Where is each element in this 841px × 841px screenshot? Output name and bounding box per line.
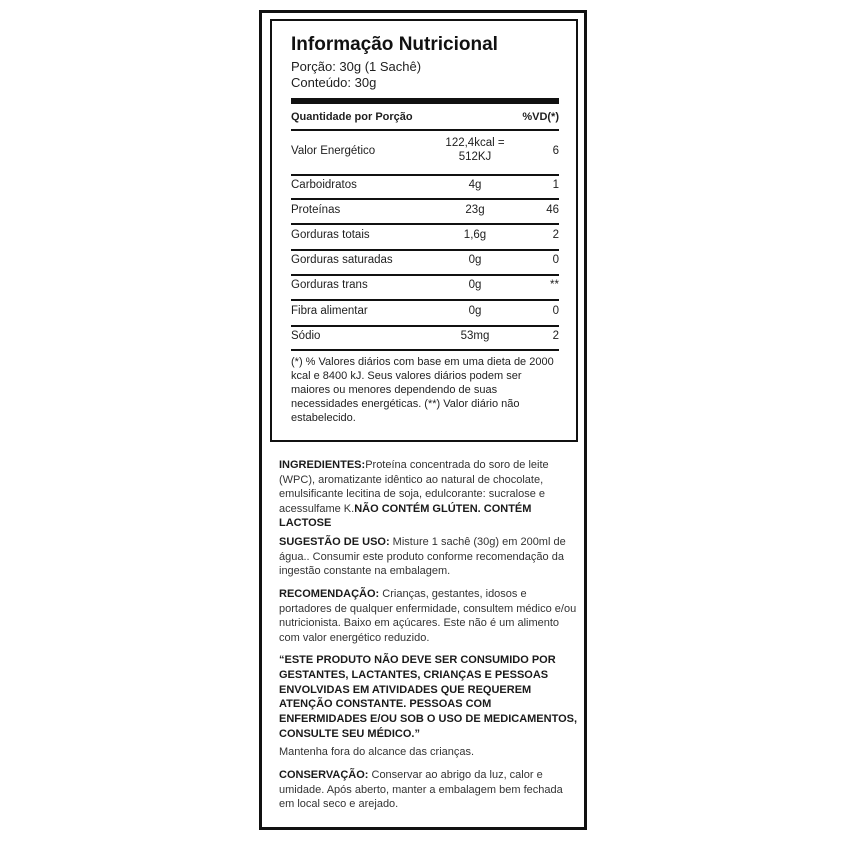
footnote: (*) % Valores diários com base em uma dieta de 2000 kcal e 8400 kJ. Seus valores diários podem ser maiores ou menores dependendo de suas necessidades energéticas. (**) Valor diário não estabelecido.: [291, 356, 554, 424]
nutrient-vd: 0: [552, 254, 559, 266]
conservation-heading: CONSERVAÇÃO:: [279, 769, 369, 781]
nutrient-name: Valor Energético: [291, 145, 376, 157]
table-row: [291, 133, 559, 173]
table-row: [291, 279, 559, 301]
row-divider: [291, 198, 559, 200]
usage-text: Misture 1 sachê (30g) em 200ml de água.. Consumir este produto conforme recomendação da ingestão constante na embalagem.: [279, 536, 566, 577]
nutrition-title: Informação Nutricional: [291, 34, 498, 55]
row-divider: [291, 129, 559, 131]
keep-away-text: Mantenha fora do alcance das crianças.: [279, 746, 475, 758]
portion-text: Porção: 30g (1 Sachê): [291, 59, 422, 74]
ingredients-heading: INGREDIENTES:: [279, 459, 366, 471]
nutrient-vd: **: [550, 279, 559, 291]
row-divider: [291, 349, 559, 351]
table-row: [291, 305, 559, 327]
nutrient-name: Sódio: [291, 330, 321, 342]
ingredients-section: [279, 458, 579, 531]
nutrient-qty: 0g: [468, 305, 482, 317]
row-divider: [291, 223, 559, 225]
nutrient-name: Gorduras trans: [291, 279, 368, 291]
nutrient-qty: 0g: [468, 254, 482, 266]
nutrient-qty: 53mg: [460, 330, 490, 342]
nutrient-vd: 46: [546, 204, 559, 216]
thick-rule: [291, 98, 559, 104]
ingredients-text: Proteína concentrada do soro de leite (WPC), aromatizante idêntico ao natural de chocolate, emulsificante lecitina de soja, edulcorante: sucralose e acessulfame K.: [279, 459, 549, 515]
allergen-text: NÃO CONTÉM GLÚTEN. CONTÉM LACTOSE: [279, 502, 532, 529]
nutrient-qty-line1: 122,4kcal =: [445, 137, 505, 149]
recommendation-section: [279, 587, 579, 645]
conservation-text: Conservar ao abrigo da luz, calor e umidade. Após aberto, manter a embalagem bem fechada em local seco e arejado.: [279, 769, 563, 810]
nutrition-facts-panel: [270, 19, 578, 442]
nutrient-name: Carboidratos: [291, 179, 357, 191]
header-vd: %VD(*): [522, 111, 559, 123]
nutrient-vd: 0: [552, 305, 559, 317]
nutrient-qty: 1,6g: [463, 229, 487, 241]
header-quantity: Quantidade por Porção: [291, 111, 413, 123]
nutrient-name: Fibra alimentar: [291, 305, 368, 317]
table-row: [291, 254, 559, 276]
nutrient-vd: 6: [552, 145, 559, 157]
table-row: [291, 229, 559, 251]
nutrient-vd: 2: [552, 330, 559, 342]
usage-heading: SUGESTÃO DE USO:: [279, 536, 390, 548]
conservation-section: [279, 768, 579, 812]
warning-text: “ESTE PRODUTO NÃO DEVE SER CONSUMIDO POR GESTANTES, LACTANTES, CRIANÇAS E PESSOAS ENVOLVIDAS EM ATIVIDADES QUE REQUEREM ATENÇÃO CONSTANTE. PESSOAS COM ENFERMIDADES E/OU SOB O USO DE MEDICAMENTOS, CONSULTE SEU MÉDICO.”: [279, 654, 578, 740]
nutrient-qty-line2: 512KJ: [458, 151, 492, 163]
nutrient-name: Gorduras saturadas: [291, 254, 393, 266]
table-header: [291, 105, 559, 131]
nutrient-qty: 0g: [468, 279, 482, 291]
nutrient-name: Gorduras totais: [291, 229, 370, 241]
row-divider: [291, 299, 559, 301]
recommendation-text: Crianças, gestantes, idosos e portadores de qualquer enfermidade, consultem médico e/ou nutricionista. Baixo em açúcares. Este não é um alimento com valor energético reduzido.: [279, 588, 577, 644]
content-text: Conteúdo: 30g: [291, 75, 377, 90]
nutrient-vd: 1: [552, 179, 559, 191]
nutrient-qty: 23g: [465, 204, 485, 216]
usage-section: [279, 535, 579, 579]
nutrient-vd: 2: [552, 229, 559, 241]
row-divider: [291, 249, 559, 251]
nutrient-name: Proteínas: [291, 204, 341, 216]
row-divider: [291, 325, 559, 327]
row-divider: [291, 274, 559, 276]
nutrient-qty: 4g: [468, 179, 482, 191]
recommendation-heading: RECOMENDAÇÃO:: [279, 588, 380, 600]
row-divider: [291, 174, 559, 176]
